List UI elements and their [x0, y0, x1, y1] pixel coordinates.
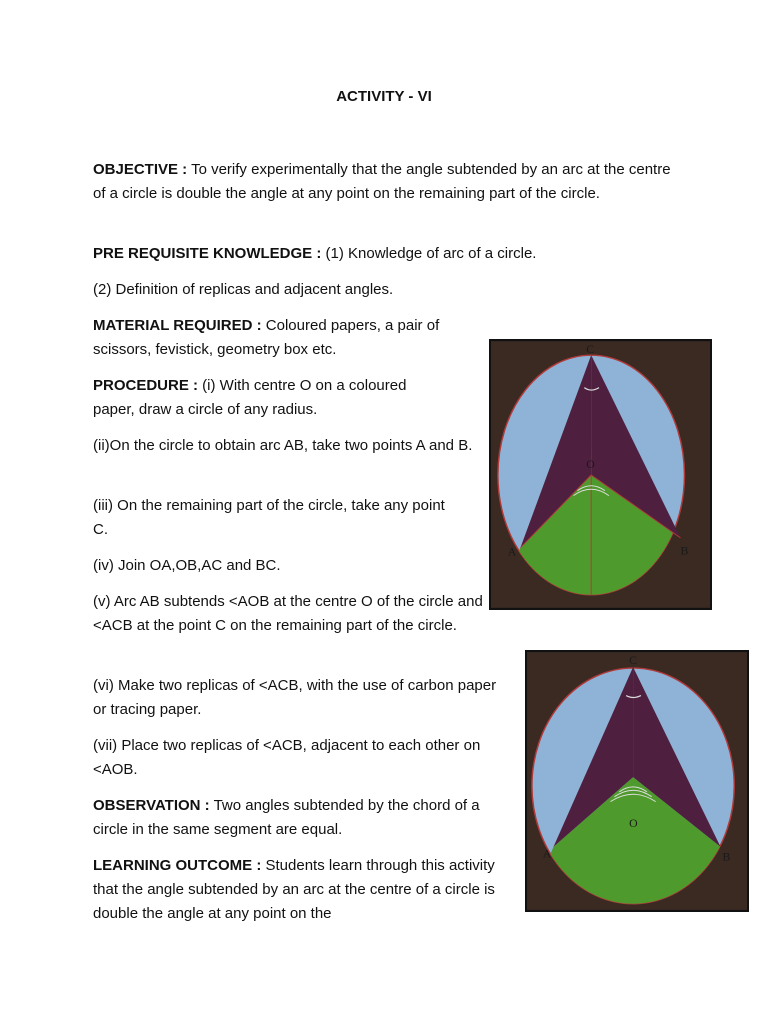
observation-label: OBSERVATION : [93, 797, 210, 814]
figure-replicas-placed-drawing [527, 652, 747, 910]
material-text: Coloured papers, a pair of scissors, fevistick, geometry box etc. [93, 317, 440, 358]
observation-paragraph [93, 794, 513, 842]
label-c: C [629, 654, 638, 668]
label-c: C [586, 343, 595, 357]
objective-label: OBJECTIVE : [93, 161, 188, 178]
label-a: A [507, 545, 517, 559]
procedure-step2: (ii)On the circle to obtain arc AB, take two points A and B. [93, 437, 473, 454]
procedure-label: PROCEDURE : [93, 377, 199, 394]
label-a: A [542, 847, 552, 861]
objective-paragraph [93, 158, 683, 206]
figure-angle-subtended-drawing [491, 341, 710, 608]
procedure-step1: (i) With centre O on a coloured paper, draw a circle of any radius. [93, 377, 407, 418]
label-o: O [629, 817, 638, 831]
procedure-step5: (v) Arc AB subtends <AOB at the centre O of the circle and <ACB at the point C on the remaining part of the circle. [93, 593, 483, 634]
label-b: B [722, 850, 731, 864]
material-paragraph [93, 314, 468, 362]
procedure-step6: (vi) Make two replicas of <ACB, with the use of carbon paper or tracing paper. [93, 677, 497, 718]
learning-outcome-label: LEARNING OUTCOME : [93, 857, 262, 874]
prerequisite-paragraph [93, 242, 683, 266]
observation-text: Two angles subtended by the chord of a circle in the same segment are equal. [93, 797, 480, 838]
learning-outcome-paragraph [93, 854, 508, 926]
material-label: MATERIAL REQUIRED : [93, 317, 262, 334]
prerequisite-line1: (1) Knowledge of arc of a circle. [321, 245, 537, 262]
figure-replicas-placed [525, 650, 749, 912]
procedure-paragraph [93, 374, 438, 422]
page-title: ACTIVITY - VI [336, 88, 432, 105]
procedure-step4: (iv) Join OA,OB,AC and BC. [93, 557, 281, 574]
figure-angle-subtended [489, 339, 712, 610]
label-o: O [586, 458, 595, 472]
prerequisite-line2: (2) Definition of replicas and adjacent angles. [93, 281, 394, 298]
label-b: B [680, 544, 689, 558]
objective-text: To verify experimentally that the angle subtended by an arc at the centre of a circle is double the angle at any point on the remaining part of the circle. [93, 161, 671, 202]
prerequisite-label: PRE REQUISITE KNOWLEDGE : [93, 245, 322, 262]
procedure-step3: (iii) On the remaining part of the circle, take any point C. [93, 497, 445, 538]
procedure-step7: (vii) Place two replicas of <ACB, adjacent to each other on <AOB. [93, 737, 481, 778]
learning-outcome-text: Students learn through this activity that the angle subtended by an arc at the centre of a circle is double the angle at any point on the [93, 857, 495, 922]
